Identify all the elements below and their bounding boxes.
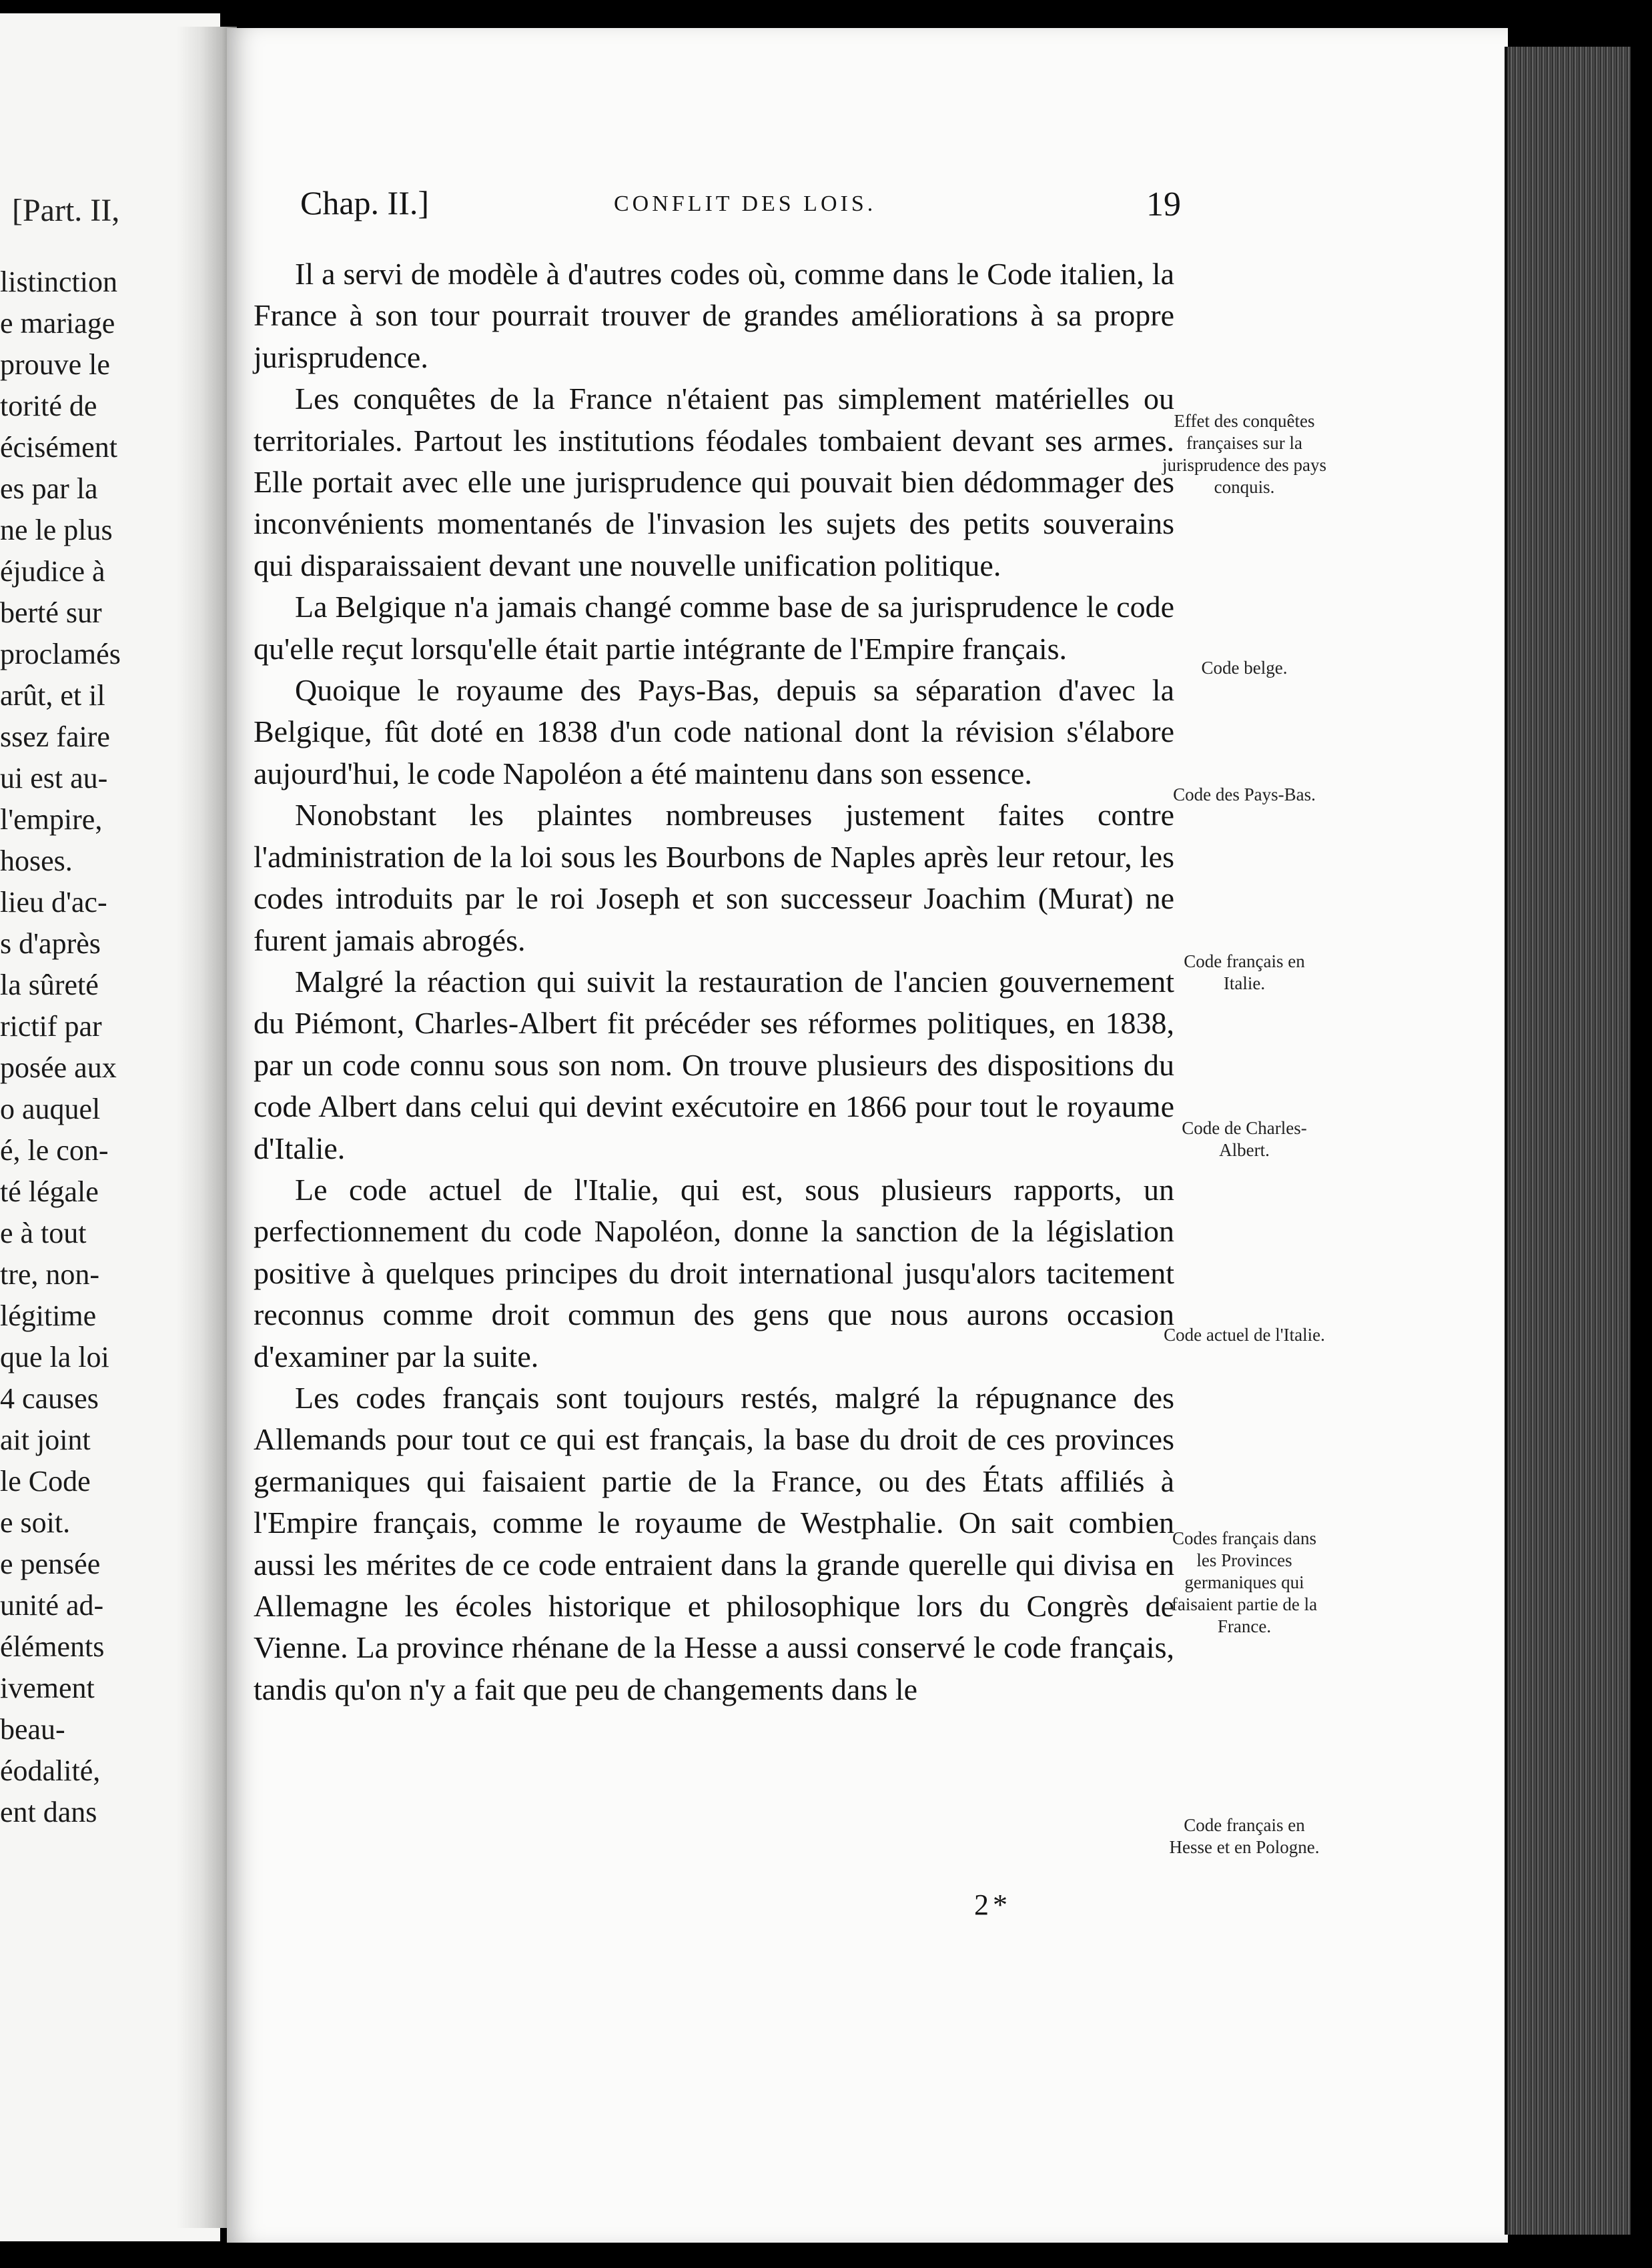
margin-note: Codes français dans les Provinces germaniques qui faisaient partie de la France. (1171, 1528, 1318, 1636)
previous-page-line: ne le plus (0, 514, 113, 546)
previous-page-line: 4 causes (0, 1382, 99, 1415)
previous-page-line: o auquel (0, 1093, 101, 1125)
previous-page-line: é, le con- (0, 1134, 109, 1167)
paragraph: Les conquêtes de la France n'étaient pas simplement matérielles ou territoriales. Partout les institutions féodales tombaient devant ses armes. Elle portait avec elle une jurisprudence qui pouvait bien dédommager des inconvénients momentanés de l'invasion les sujets des petits souverains qui disparaissaient devant une nouvelle unification politique. (254, 382, 1174, 582)
previous-page-line: e à tout (0, 1217, 87, 1249)
margin-note: Code belge. (1201, 658, 1288, 678)
previous-page-line: unité ad- (0, 1589, 104, 1622)
previous-page-line: té légale (0, 1175, 99, 1208)
margin-note: Code français en Italie. (1184, 951, 1305, 993)
signature-mark: 2* (974, 1888, 1011, 1921)
previous-page-line: le Code (0, 1465, 91, 1498)
margin-note: Code actuel de l'Italie. (1164, 1325, 1325, 1345)
previous-page-line: e mariage (0, 307, 115, 340)
previous-page-line: arût, et il (0, 679, 105, 712)
previous-page-line: torité de (0, 390, 97, 422)
previous-page-line: berté sur (0, 596, 102, 629)
previous-page-line: posée aux (0, 1051, 117, 1084)
margin-note: Effet des conquêtes françaises sur la jurisprudence des pays conquis. (1162, 411, 1326, 497)
paragraph: Les codes français sont toujours restés, malgré la répugnance des Allemands pour tout ce qui est français, la base du droit de ces provinces germaniques qui faisaient partie de la France, ou des États affiliés à l'Empire français, comme le royaume de Westphalie. On sait combien aussi les mérites de ce code entraient dans la grande querelle qui divisa en Allemagne les écoles historique et philosophique lors du Congrès de Vienne. La province rhénane de la Hesse a aussi conservé le code français, tandis qu'on n'y a fait que peu de changements dans le (254, 1380, 1174, 1706)
margin-note: Code des Pays-Bas. (1173, 784, 1316, 804)
body-text (254, 253, 1174, 1710)
previous-page-line: lieu d'ac- (0, 886, 107, 919)
previous-page-line: beau- (0, 1713, 65, 1746)
previous-page-line: tre, non- (0, 1258, 100, 1291)
previous-page-line: écisément (0, 431, 117, 464)
paragraph: La Belgique n'a jamais changé comme base de sa jurisprudence le code qu'elle reçut lorsqu'elle était partie intégrante de l'Empire français. (254, 590, 1174, 666)
previous-page-header: [Part. II, (12, 193, 120, 228)
running-title: CONFLIT DES LOIS. (614, 191, 877, 216)
previous-page-line: ait joint (0, 1424, 91, 1456)
previous-page-line: légitime (0, 1299, 97, 1332)
previous-page-line: ui est au- (0, 762, 108, 794)
previous-page-line: listinction (0, 265, 117, 298)
previous-page-line: que la loi (0, 1341, 109, 1373)
previous-page-line: éléments (0, 1630, 105, 1663)
previous-page-text (0, 261, 121, 1833)
previous-page-line: e soit. (0, 1506, 71, 1539)
paragraph: Malgré la réaction qui suivit la restauration de l'ancien gouvernement du Piémont, Charles-Albert fit précéder ses réformes politiques, en 1838, par un code connu sous son nom. On trouve plusieurs des dispositions du code Albert dans celui qui devint exécutoire en 1866 pour tout le royaume d'Italie. (254, 964, 1174, 1165)
previous-page-line: rictif par (0, 1010, 102, 1043)
margin-note: Code de Charles-Albert. (1182, 1118, 1307, 1160)
previous-page-line: la sûreté (0, 969, 99, 1001)
margin-note: Code français en Hesse et en Pologne. (1169, 1815, 1320, 1857)
page-number: 19 (1146, 185, 1181, 223)
previous-page-line: hoses. (0, 844, 73, 877)
previous-page-line: e pensée (0, 1548, 101, 1580)
previous-page-line: ivement (0, 1672, 95, 1704)
previous-page-line: es par la (0, 472, 98, 505)
previous-page-line: proclamés (0, 638, 121, 670)
previous-page-line: l'empire, (0, 803, 103, 836)
previous-page-line: éodalité, (0, 1754, 101, 1787)
previous-page-line: prouve le (0, 348, 110, 381)
paragraph: Nonobstant les plaintes nombreuses justement faites contre l'administration de la loi sous les Bourbons de Naples après leur retour, les codes introduits par le roi Joseph et son successeur Joachim (Murat) ne furent jamais abrogés. (254, 798, 1174, 957)
previous-page-line: éjudice à (0, 555, 105, 588)
chapter-label: Chap. II.] (300, 184, 429, 221)
previous-page-line: s d'après (0, 927, 101, 960)
paragraph: Quoique le royaume des Pays-Bas, depuis sa séparation d'avec la Belgique, fût doté en 1838 d'un code national dont la révision s'élabore aujourd'hui, le code Napoléon a été maintenu dans son essence. (254, 673, 1174, 790)
previous-page-line: ent dans (0, 1796, 97, 1828)
paragraph: Le code actuel de l'Italie, qui est, sous plusieurs rapports, un perfectionnement du code Napoléon, donne la sanction de la législation positive à quelques principes du droit international jusqu'alors tacitement reconnus comme droit commun des gens que nous aurons occasion d'examiner par la suite. (254, 1172, 1174, 1373)
previous-page-line: ssez faire (0, 720, 110, 753)
paragraph: Il a servi de modèle à d'autres codes où, comme dans le Code italien, la France à son tour pourrait trouver de grandes améliorations à sa propre jurisprudence. (254, 257, 1174, 374)
page-header (300, 183, 1181, 230)
page-edges (1505, 47, 1631, 2235)
